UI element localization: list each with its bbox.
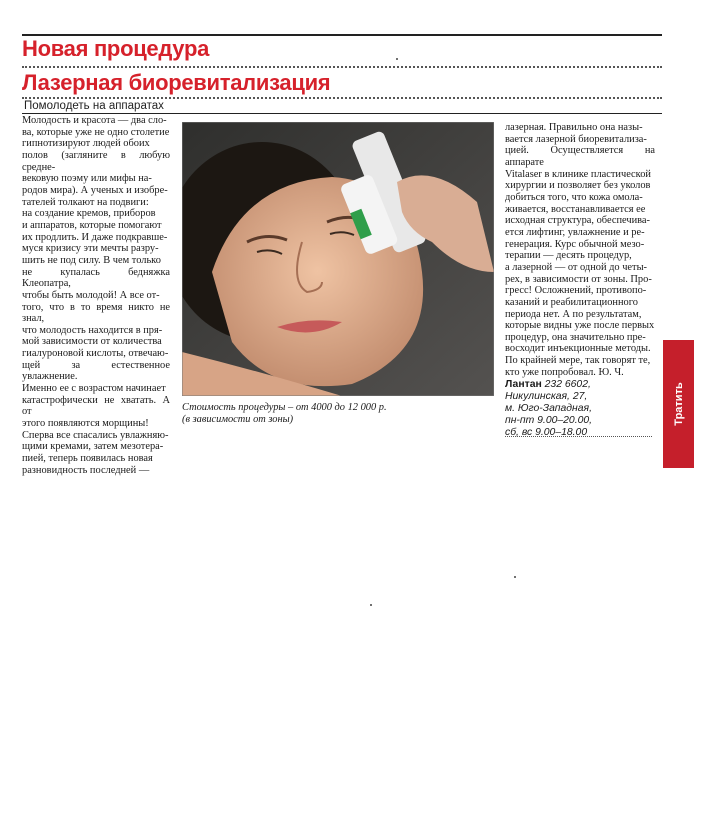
article-column-left <box>22 115 170 476</box>
venue-name: Лантан <box>505 379 542 391</box>
text-line: казаний и реабилитационного <box>505 296 638 308</box>
text-line: и аппаратов, которые помогают <box>22 219 162 231</box>
photo-caption <box>182 402 494 426</box>
text-line: Сперва все спасались увлажняю- <box>22 429 169 441</box>
kicker-rule <box>22 113 662 114</box>
text-line: периода нет. А по результатам, <box>505 308 642 320</box>
text-line: терапии — десять процедур, <box>505 250 632 262</box>
text-line: живается, восстанавливается ее <box>505 203 646 215</box>
text-line: Vitalaser в клинике пластической <box>505 168 651 180</box>
text-line: что молодость находится в пря- <box>22 324 163 336</box>
section-tab <box>663 340 694 468</box>
text-line: того, что в то время никто не знал, <box>22 301 170 325</box>
text-line: родов мира). А ученых и изобре- <box>22 184 168 196</box>
text-line: вековую поэму или мифы на- <box>22 173 152 185</box>
text-line: Именно ее с возрастом начинает <box>22 383 166 395</box>
venue-address <box>505 379 655 439</box>
subtitle-divider <box>22 97 662 99</box>
venue-street: Никулинская, 27, <box>505 391 588 403</box>
text-line: лазерная. Правильно она назы- <box>505 122 643 133</box>
text-line: щими кремами, затем мезотера- <box>22 441 164 453</box>
venue-hours-weekdays: пн-пт 9.00–20.00, <box>505 415 593 427</box>
text-line: чтобы быть молодой! А все от- <box>22 289 160 301</box>
speck <box>514 576 516 578</box>
text-line: цией. Осуществляется на аппарате <box>505 145 655 168</box>
text-line: восходит инъекционные методы. <box>505 343 651 355</box>
text-line: ется лифтинг, увлажнение и ре- <box>505 226 645 238</box>
text-line: щей за естественное увлажнение. <box>22 359 170 383</box>
page-title: Новая процедура <box>22 36 210 61</box>
caption-line: (в зависимости от зоны) <box>182 414 294 425</box>
text-line: добиться того, что кожа омола- <box>505 191 643 203</box>
text-line: муся кризису эти мечты разру- <box>22 243 159 255</box>
text-line: процедур, она значительно пре- <box>505 331 646 343</box>
article-title: Лазерная биоревитализация <box>22 70 331 95</box>
text-line: По крайней мере, так говорят те, <box>505 355 651 367</box>
text-line: генерация. Курс обычной мезо- <box>505 238 645 250</box>
text-line: тателей толкают на подвиги: <box>22 196 149 208</box>
text-line: вается лазерной биоревитализа- <box>505 133 647 145</box>
bottom-divider <box>505 436 652 437</box>
venue-metro: м. Юго-Западная, <box>505 403 592 415</box>
title-divider <box>22 66 662 68</box>
text-line: шить не под силу. В чем только <box>22 254 161 266</box>
text-line: катастрофически не хватать. А от <box>22 394 170 418</box>
text-line: разновидность последней — <box>22 464 150 476</box>
text-line: этого появляются морщины! <box>22 418 149 430</box>
procedure-photo <box>182 122 494 396</box>
section-tab-label: Тратить <box>672 382 685 426</box>
text-line: на создание кремов, приборов <box>22 208 156 220</box>
text-line: пией, теперь появилась новая <box>22 453 153 465</box>
speck <box>396 58 398 60</box>
venue-name-line <box>505 379 655 391</box>
text-line: мой зависимости от количества <box>22 336 162 348</box>
text-line: хирургии и позволяет без уколов <box>505 180 651 192</box>
text-line: полов (загляните в любую средне- <box>22 149 170 173</box>
caption-line: Стоимость процедуры – от 4000 до 12 000 р. <box>182 402 387 413</box>
text-line: Молодость и красота — два сло- <box>22 115 167 126</box>
text-line: их продлить. И даже подкравше- <box>22 231 168 243</box>
venue-phone: 232 6602, <box>541 379 591 391</box>
speck <box>370 604 372 606</box>
text-line: которые видны уже после первых <box>505 320 655 332</box>
text-line: ва, которые уже не одно столетие <box>22 126 170 138</box>
text-line: гипнотизируют людей обоих <box>22 138 150 150</box>
text-line: кто уже попробовал. Ю. Ч. <box>505 366 624 378</box>
text-line: а лазерной — от одной до четы- <box>505 261 648 273</box>
article-column-right <box>505 122 655 439</box>
article-kicker: Помолодеть на аппаратах <box>24 100 164 112</box>
text-line: исходная структура, обеспечива- <box>505 215 650 227</box>
text-line: рех, в зависимости от зоны. Про- <box>505 273 652 285</box>
text-line: не купалась бедняжка Клеопатра, <box>22 266 170 290</box>
text-line: гресс! Осложнений, противопо- <box>505 285 647 297</box>
text-line: гиалуроновой кислоты, отвечаю- <box>22 348 169 360</box>
venue-hours-weekend: сб, вс 9.00–18.00 <box>505 427 588 439</box>
